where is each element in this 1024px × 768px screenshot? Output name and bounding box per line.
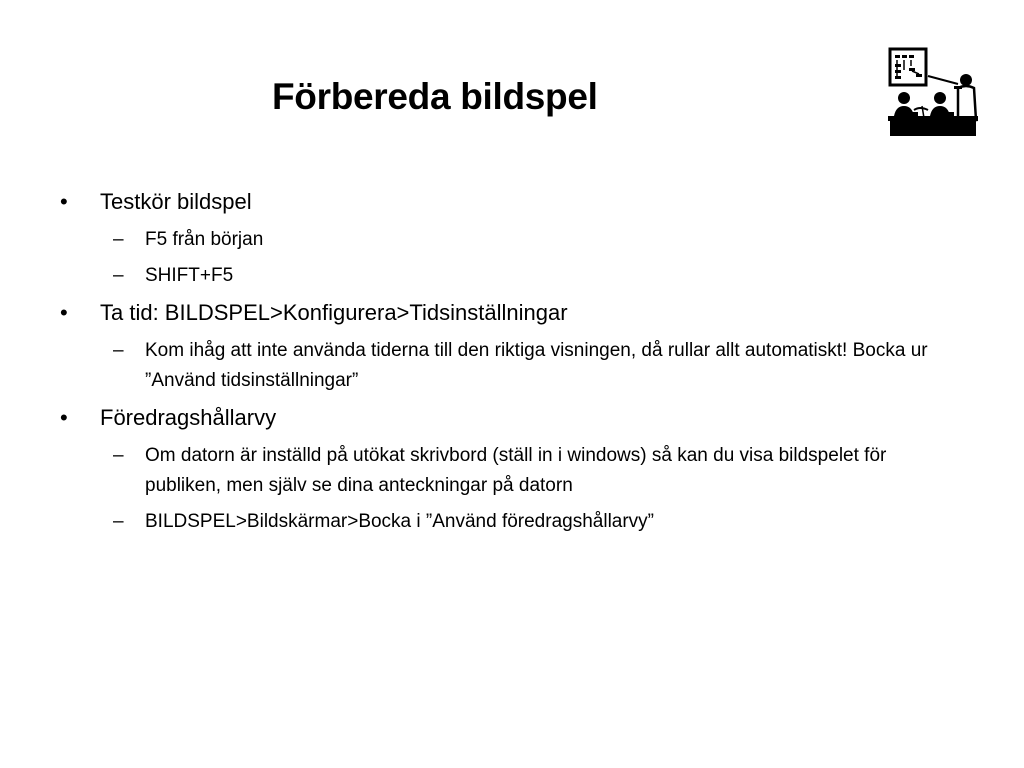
bullet-marker: • xyxy=(60,300,68,325)
bullet-list xyxy=(58,184,958,539)
sub-bullet-item xyxy=(58,225,958,255)
bullet-marker: • xyxy=(60,405,68,430)
sub-bullet-text: F5 från början xyxy=(145,229,264,250)
bullet-item xyxy=(58,400,958,435)
bullet-group xyxy=(58,400,958,537)
sub-bullet-text: SHIFT+F5 xyxy=(145,265,234,286)
sub-bullet-marker: – xyxy=(113,511,124,532)
sub-bullet-text: BILDSPEL>Bildskärmar>Bocka i ”Använd föredragshållarvy” xyxy=(145,511,655,532)
sub-bullet-item xyxy=(58,336,958,396)
sub-bullet-text: Om datorn är inställd på utökat skrivbord (ställ in i windows) så kan du visa bildspelet för publiken, men själv se dina anteckningar på datorn xyxy=(145,445,887,496)
bullet-text: Föredragshållarvy xyxy=(100,405,277,430)
bullet-item xyxy=(58,184,958,219)
bullet-text: Testkör bildspel xyxy=(100,189,252,214)
sub-bullet-marker: – xyxy=(113,445,124,466)
bullet-text: Ta tid: BILDSPEL>Konfigurera>Tidsinställningar xyxy=(100,300,568,325)
sub-bullet-text: Kom ihåg att inte använda tiderna till den riktiga visningen, då rullar allt automatiskt! Bocka ur ”Använd tidsinställningar” xyxy=(145,340,928,391)
slide-title: Förbereda bildspel xyxy=(272,76,598,117)
sub-bullet-marker: – xyxy=(113,229,124,250)
bullet-item xyxy=(58,295,958,330)
bullet-marker: • xyxy=(60,189,68,214)
sub-bullet-marker: – xyxy=(113,340,124,361)
bullet-group xyxy=(58,295,958,396)
sub-bullet-item xyxy=(58,261,958,291)
sub-bullet-marker: – xyxy=(113,265,124,286)
sub-bullet-item xyxy=(58,441,958,501)
sub-bullet-item xyxy=(58,507,958,537)
bullet-group xyxy=(58,184,958,291)
presenter-at-board-icon xyxy=(884,46,980,138)
